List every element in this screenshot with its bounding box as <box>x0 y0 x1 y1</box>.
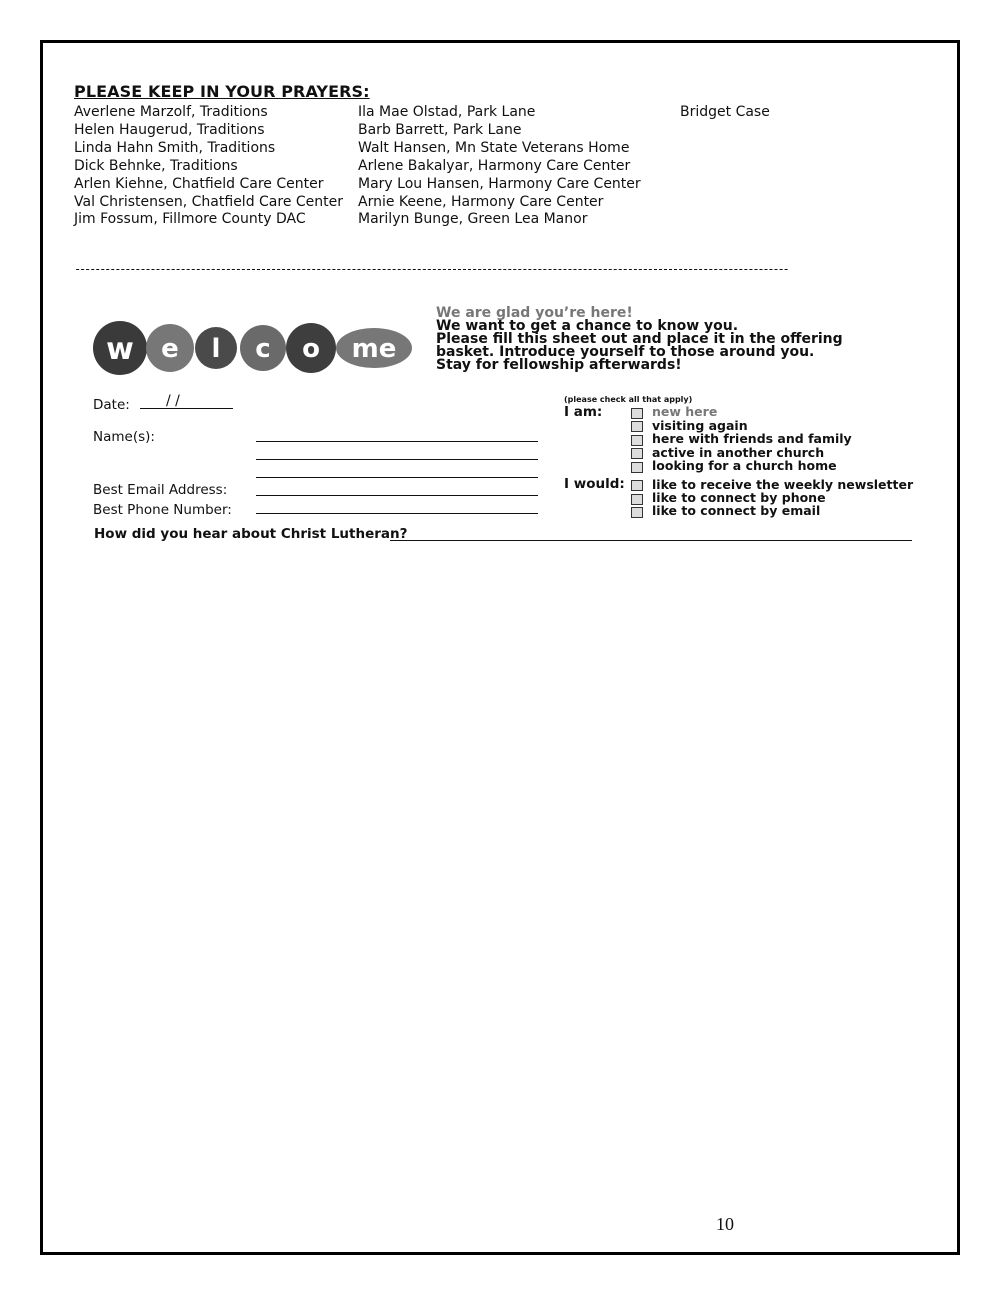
logo-letter: l <box>211 334 221 364</box>
phone-label: Best Phone Number: <box>93 502 232 518</box>
phone-field[interactable] <box>256 513 538 514</box>
logo-letter: w <box>106 332 134 367</box>
names-label: Name(s): <box>93 429 155 445</box>
option-label: like to connect by phone <box>652 490 826 505</box>
list-item: Walt Hansen, Mn State Veterans Home <box>358 139 630 156</box>
checkbox-church-home[interactable] <box>631 462 643 473</box>
prayer-list-column-2 <box>358 104 641 229</box>
list-item: Marilyn Bunge, Green Lea Manor <box>358 211 588 228</box>
checkbox-phone[interactable] <box>631 494 643 505</box>
list-item: Dick Behnke, Traditions <box>74 157 238 174</box>
cut-line-separator: ---------------------------------------------------------------------------------------------------------------------------------------------- <box>74 262 788 276</box>
i-would-label: I would: <box>564 476 625 492</box>
checkbox-newsletter[interactable] <box>631 480 643 491</box>
list-item: Jim Fossum, Fillmore County DAC <box>74 211 306 228</box>
welcome-logo <box>92 318 414 378</box>
date-label: Date: <box>93 397 130 413</box>
list-item: Averlene Marzolf, Traditions <box>74 104 268 120</box>
date-field[interactable] <box>140 408 233 409</box>
email-label: Best Email Address: <box>93 482 228 498</box>
hear-about-label: How did you hear about Christ Lutheran? <box>94 526 408 542</box>
option-label: here with friends and family <box>652 431 852 446</box>
option-label: looking for a church home <box>652 458 837 473</box>
checkbox-email[interactable] <box>631 507 643 518</box>
logo-letter: me <box>351 334 397 364</box>
welcome-line: basket. Introduce yourself to those around you. <box>436 344 815 360</box>
option-label: active in another church <box>652 445 825 460</box>
check-instructions: (please check all that apply) <box>564 395 693 404</box>
welcome-line: Please fill this sheet out and place it in the offering <box>436 331 843 347</box>
logo-letter: o <box>302 334 320 364</box>
checkbox-new-here[interactable] <box>631 408 643 419</box>
list-item: Arlene Bakalyar, Harmony Care Center <box>358 157 631 174</box>
list-item: Linda Hahn Smith, Traditions <box>74 139 276 156</box>
list-item: Bridget Case <box>680 104 770 120</box>
prayers-heading: PLEASE KEEP IN YOUR PRAYERS: <box>74 82 370 101</box>
logo-letter: e <box>161 334 179 364</box>
list-item: Arlen Kiehne, Chatfield Care Center <box>74 175 324 192</box>
option-label: new here <box>652 404 718 419</box>
option-label: like to receive the weekly newsletter <box>652 477 914 492</box>
prayer-list-column-1 <box>74 104 343 229</box>
welcome-message <box>436 307 843 372</box>
checkbox-another-church[interactable] <box>631 448 643 459</box>
i-am-label: I am: <box>564 404 603 420</box>
list-item: Helen Haugerud, Traditions <box>74 121 265 138</box>
logo-letter: c <box>255 334 271 364</box>
page-number: 10 <box>716 1214 734 1234</box>
names-field-2[interactable] <box>256 459 538 460</box>
prayer-list-column-3 <box>680 104 770 122</box>
names-field-3[interactable] <box>256 477 538 478</box>
list-item: Arnie Keene, Harmony Care Center <box>358 193 604 210</box>
checkbox-visiting-again[interactable] <box>631 421 643 432</box>
date-slashes: / / <box>166 393 180 409</box>
list-item: Ila Mae Olstad, Park Lane <box>358 104 536 120</box>
list-item: Barb Barrett, Park Lane <box>358 121 522 138</box>
hear-about-field[interactable] <box>390 540 912 541</box>
option-label: like to connect by email <box>652 503 821 518</box>
list-item: Mary Lou Hansen, Harmony Care Center <box>358 175 641 192</box>
list-item: Val Christensen, Chatfield Care Center <box>74 193 344 210</box>
option-label: visiting again <box>652 418 748 433</box>
names-field-1[interactable] <box>256 441 538 442</box>
checkbox-friends-family[interactable] <box>631 435 643 446</box>
email-field[interactable] <box>256 495 538 496</box>
welcome-greeting: We are glad you’re here! <box>436 305 633 321</box>
welcome-line: Stay for fellowship afterwards! <box>436 357 682 373</box>
welcome-line: We want to get a chance to know you. <box>436 318 739 334</box>
